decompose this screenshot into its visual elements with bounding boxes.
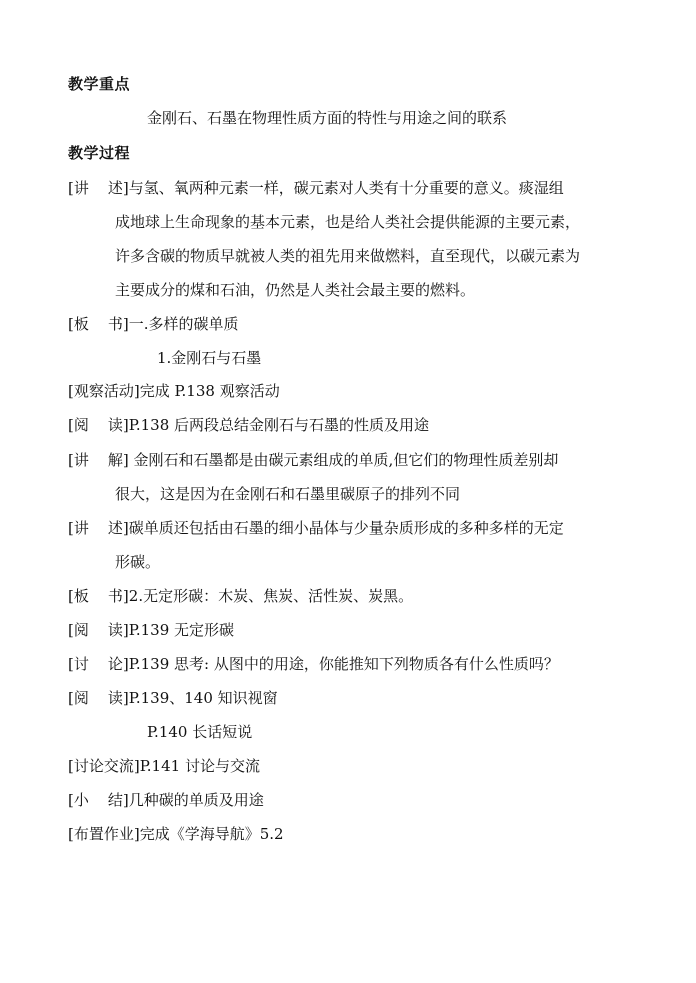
key-points-text: 金刚石、石墨在物理性质方面的特性与用途之间的联系: [147, 109, 508, 127]
section-line: 与氢、氧两种元素一样，碳元素对人类有十分重要的意义。痰湿组: [128, 179, 564, 197]
section-tag: [讲 述]: [68, 179, 129, 197]
section-tag: [讲 解]: [68, 451, 129, 469]
section-tag: [阅 读]: [68, 621, 129, 639]
section-reading-2: [68, 619, 234, 641]
section-line: P.139 思考: 从图中的用途，你能推知下列物质各有什么性质吗？: [128, 655, 559, 673]
section-line: 金刚石和石墨都是由碳元素组成的单质,但它们的物理性质差别却: [128, 451, 559, 469]
heading-process: 教学过程: [68, 144, 131, 162]
section-tag: [讨 论]: [68, 655, 129, 673]
section-tag: [观察活动]: [68, 382, 140, 400]
section-line: 几种碳的单质及用途: [128, 791, 264, 809]
section-line: 成地球上生命现象的基本元素，也是给人类社会提供能源的主要元素，: [115, 213, 581, 231]
section-observation: [68, 380, 280, 402]
section-board-1: [68, 313, 239, 335]
section-tag: [阅 读]: [68, 689, 129, 707]
section-summary: [68, 789, 264, 811]
section-line: P.138 后两段总结金刚石与石墨的性质及用途: [128, 416, 430, 434]
section-discussion: [68, 653, 559, 675]
section-line: 主要成分的煤和石油，仍然是人类社会最主要的燃料。: [115, 281, 476, 299]
section-line: 一.多样的碳单质: [128, 315, 239, 333]
section-line: 许多含碳的物质早就被人类的祖先用来做燃料，直至现代，以碳元素为: [115, 247, 581, 265]
section-line: 碳单质还包括由石墨的细小晶体与少量杂质形成的多种多样的无定: [128, 519, 564, 537]
section-line: 形碳。: [115, 553, 161, 571]
section-tag: [讲 述]: [68, 519, 129, 537]
section-reading-1: [68, 414, 429, 436]
section-line: 很大，这是因为在金刚石和石墨里碳原子的排列不同: [115, 485, 461, 503]
section-discussion-exchange: [68, 755, 260, 777]
reading-subitem: P.140 长话短说: [147, 723, 253, 741]
section-tag: [讨论交流]: [68, 757, 140, 775]
section-board-2: [68, 585, 413, 607]
section-line: 2.无定形碳：木炭、焦炭、活性炭、炭黑。: [128, 587, 414, 605]
section-line: P.139 无定形碳: [128, 621, 235, 639]
section-tag: [板 书]: [68, 315, 129, 333]
section-tag: [阅 读]: [68, 416, 129, 434]
section-line: P.141 讨论与交流: [139, 757, 260, 775]
section-line: P.139、140 知识视窗: [128, 689, 278, 707]
section-homework: [68, 823, 284, 845]
section-narration-2: [68, 517, 564, 539]
section-line: 完成《学海导航》5.2: [139, 825, 284, 843]
section-tag: [小 结]: [68, 791, 129, 809]
section-line: 完成 P.138 观察活动: [139, 382, 280, 400]
heading-key-points: 教学重点: [68, 75, 131, 93]
section-tag: [板 书]: [68, 587, 129, 605]
section-explanation: [68, 449, 558, 471]
section-reading-3: [68, 687, 278, 709]
section-tag: [布置作业]: [68, 825, 140, 843]
board-subitem-1: 1.金刚石与石墨: [157, 349, 262, 367]
section-narration-1: [68, 177, 564, 199]
